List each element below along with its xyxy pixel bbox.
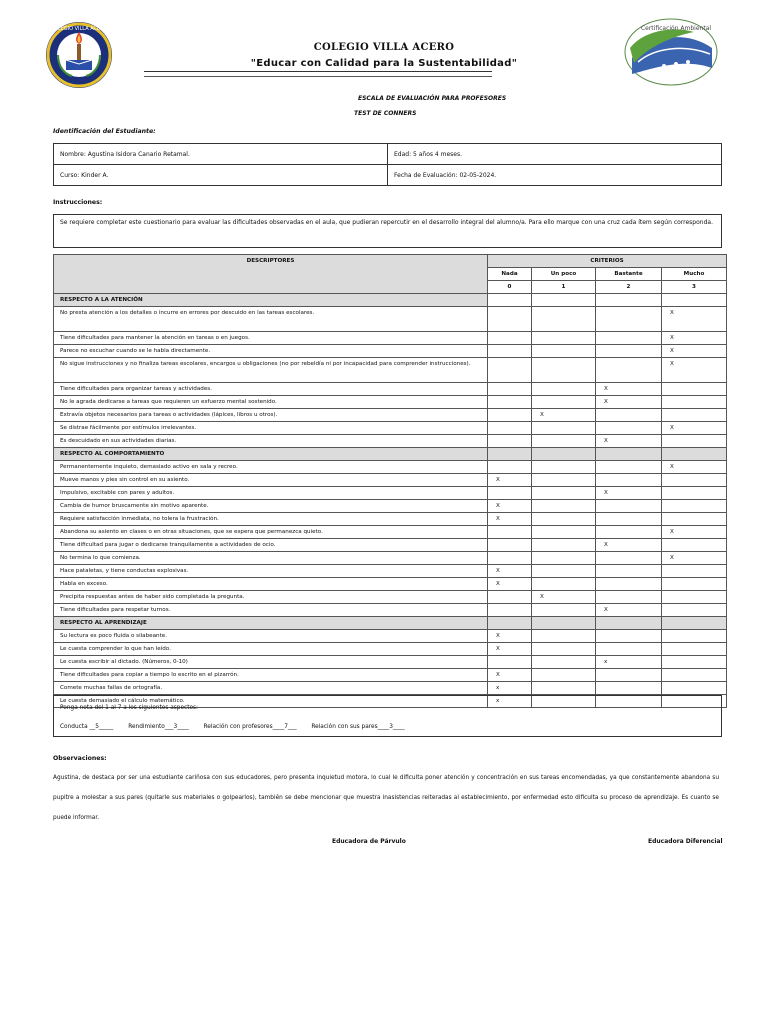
criteria-mark — [596, 552, 662, 565]
criteria-mark — [662, 539, 727, 552]
criteria-mark — [488, 383, 532, 396]
criteria-mark: X — [662, 332, 727, 345]
observations-label: Observaciones: — [53, 755, 107, 762]
section-empty-cell — [662, 294, 727, 307]
criteria-mark — [488, 422, 532, 435]
descriptor-text: Parece no escuchar cuando se le habla directamente. — [54, 345, 488, 358]
criteria-mark — [596, 358, 662, 383]
observations-text: Agustina, de destaca por ser una estudiante cariñosa con sus educadores, pero presenta inquietud motora, lo cual le dificulta poner atención y concentración en sus tareas encomendadas, ya que constantemente abandona su pupitre a molestar a sus pares (quitarle sus materiales o golpearlos), también se debe mencionar que muestra inasistencias reiteradas al establecimiento, por enfermedad esto dificulta su proceso de aprendizaje. Es cuanto se puede informar. — [53, 775, 719, 821]
criteria-label: Bastante — [596, 268, 662, 281]
section-empty-cell — [596, 448, 662, 461]
table-row — [54, 422, 727, 435]
criteria-mark — [532, 487, 596, 500]
section-row — [54, 617, 727, 630]
descriptor-text: Habla en exceso. — [54, 578, 488, 591]
criteria-mark — [488, 487, 532, 500]
criteria-mark: x — [488, 695, 532, 708]
criteria-mark — [488, 409, 532, 422]
descriptor-text: Su lectura es poco fluida o silabeante. — [54, 630, 488, 643]
criteria-mark: X — [488, 578, 532, 591]
descriptor-text: No presta atención a los detalles o incurre en errores por descuido en las tareas escolares. — [54, 307, 488, 332]
criteria-mark — [596, 578, 662, 591]
criteria-mark — [596, 345, 662, 358]
table-row — [54, 513, 727, 526]
descriptor-text: Abandona su asiento en clases o en otras situaciones, que se espera que permanezca quieto. — [54, 526, 488, 539]
criteria-mark — [532, 578, 596, 591]
criteria-mark — [662, 604, 727, 617]
criteria-mark — [532, 358, 596, 383]
descriptor-text: Comete muchas fallas de ortografía. — [54, 682, 488, 695]
criteria-mark — [532, 552, 596, 565]
criteria-mark — [662, 682, 727, 695]
table-row — [54, 630, 727, 643]
table-row — [54, 669, 727, 682]
criteria-mark — [488, 435, 532, 448]
table-row — [54, 539, 727, 552]
student-name: Nombre: Agustina Isidora Canario Retamal. — [54, 144, 388, 165]
grades-title: Ponga nota del 1 al 7 a los siguientes aspectos: — [60, 705, 198, 711]
criteria-mark — [596, 332, 662, 345]
criteria-mark — [532, 669, 596, 682]
criteria-mark: X — [662, 526, 727, 539]
criteria-mark — [596, 409, 662, 422]
section-empty-cell — [662, 448, 727, 461]
criteria-mark — [596, 643, 662, 656]
table-row — [54, 682, 727, 695]
criteria-mark — [596, 630, 662, 643]
section-empty-cell — [488, 448, 532, 461]
criteria-mark: X — [596, 435, 662, 448]
criteria-mark — [596, 565, 662, 578]
criteria-mark — [532, 630, 596, 643]
table-row — [54, 565, 727, 578]
table-row — [54, 435, 727, 448]
criteria-mark — [488, 345, 532, 358]
section-title: RESPECTO AL APRENDIZAJE — [54, 617, 488, 630]
student-info-table — [53, 143, 722, 186]
criteria-mark — [662, 578, 727, 591]
descriptor-text: Se distrae fácilmente por estímulos irrelevantes. — [54, 422, 488, 435]
criteria-mark — [488, 604, 532, 617]
evaluation-table — [53, 254, 727, 708]
criteria-label: Mucho — [662, 268, 727, 281]
table-row — [54, 552, 727, 565]
criteria-mark — [662, 643, 727, 656]
descriptor-text: Precipita respuestas antes de haber sido completada la pregunta. — [54, 591, 488, 604]
criteria-mark: X — [596, 539, 662, 552]
criteria-mark — [532, 539, 596, 552]
criteria-mark: X — [662, 461, 727, 474]
criteria-mark — [662, 669, 727, 682]
criteria-mark: X — [488, 565, 532, 578]
criteria-mark — [532, 396, 596, 409]
table-row — [54, 656, 727, 669]
section-empty-cell — [532, 617, 596, 630]
descriptor-text: Le cuesta escribir al dictado. (Números, 0-10) — [54, 656, 488, 669]
descriptor-text: Impulsivo, excitable con pares y adultos. — [54, 487, 488, 500]
school-name: COLEGIO VILLA ACERO — [313, 42, 455, 53]
school-logo-text: COLEGIO VILLA ACERO — [50, 26, 108, 32]
student-age: Edad: 5 años 4 meses. — [388, 144, 722, 165]
criteria-mark: x — [488, 682, 532, 695]
criteria-label: Nada — [488, 268, 532, 281]
section-empty-cell — [596, 617, 662, 630]
criteria-mark: X — [596, 604, 662, 617]
criteria-mark — [532, 474, 596, 487]
table-row — [54, 358, 727, 383]
descriptor-text: Tiene dificultades para respetar turnos. — [54, 604, 488, 617]
criteria-mark — [532, 383, 596, 396]
criteria-mark — [488, 461, 532, 474]
criteria-mark: x — [596, 656, 662, 669]
header-divider-thin — [144, 76, 492, 77]
criterios-header: CRITERIOS — [488, 255, 727, 268]
criteria-mark — [596, 526, 662, 539]
criteria-mark — [532, 461, 596, 474]
criteria-mark: X — [596, 487, 662, 500]
criteria-mark — [532, 565, 596, 578]
descriptor-text: Permanentemente inquieto, demasiado activo en sala y recreo. — [54, 461, 488, 474]
section-empty-cell — [662, 617, 727, 630]
criteria-mark: X — [488, 474, 532, 487]
criteria-mark — [532, 345, 596, 358]
descriptor-text: Le cuesta comprender lo que han leído. — [54, 643, 488, 656]
table-header-row — [54, 255, 727, 268]
criteria-mark — [532, 513, 596, 526]
criteria-mark — [596, 307, 662, 332]
descriptor-text: Tiene dificultades para copiar a tiempo lo escrito en el pizarrón. — [54, 669, 488, 682]
table-row — [54, 345, 727, 358]
school-motto: "Educar con Calidad para la Sustentabilidad" — [250, 58, 518, 69]
criteria-mark — [662, 656, 727, 669]
criteria-mark — [596, 513, 662, 526]
document-subtitle: TEST DE CONNERS — [354, 110, 417, 117]
criteria-mark — [532, 682, 596, 695]
section-row — [54, 294, 727, 307]
table-row — [54, 578, 727, 591]
descriptor-text: Hace pataletas, y tiene conductas explosivas. — [54, 565, 488, 578]
criteria-mark — [532, 604, 596, 617]
criteria-mark — [532, 500, 596, 513]
criteria-mark — [488, 591, 532, 604]
table-row — [54, 526, 727, 539]
criteria-mark — [532, 332, 596, 345]
criteria-mark — [662, 591, 727, 604]
criteria-mark: X — [488, 669, 532, 682]
criteria-mark: X — [488, 513, 532, 526]
section-title: RESPECTO A LA ATENCIÓN — [54, 294, 488, 307]
criteria-mark: X — [662, 345, 727, 358]
descriptor-text: Tiene dificultad para jugar o dedicarse tranquilamente a actividades de ocio. — [54, 539, 488, 552]
evaluation-date: Fecha de Evaluación: 02-05-2024. — [388, 165, 722, 186]
criteria-mark — [488, 332, 532, 345]
descriptor-text: Tiene dificultades para mantener la atención en tareas o en juegos. — [54, 332, 488, 345]
criteria-mark — [662, 435, 727, 448]
criteria-mark — [488, 526, 532, 539]
criteria-mark — [662, 513, 727, 526]
criteria-mark: X — [532, 591, 596, 604]
criteria-mark — [662, 487, 727, 500]
table-row — [54, 332, 727, 345]
descriptor-text: Es descuidado en sus actividades diarias. — [54, 435, 488, 448]
instructions-label: Instrucciones: — [53, 199, 103, 206]
criteria-label: Un poco — [532, 268, 596, 281]
criteria-mark — [662, 565, 727, 578]
criteria-mark: X — [488, 643, 532, 656]
table-row — [54, 487, 727, 500]
criteria-mark — [662, 396, 727, 409]
descriptor-text: No le agrada dedicarse a tareas que requieren un esfuerzo mental sostenido. — [54, 396, 488, 409]
table-row — [54, 409, 727, 422]
criteria-mark — [488, 396, 532, 409]
criteria-mark — [532, 422, 596, 435]
criteria-mark: X — [488, 630, 532, 643]
criteria-mark — [662, 500, 727, 513]
table-row — [54, 307, 727, 332]
criteria-score: 1 — [532, 281, 596, 294]
table-row — [54, 604, 727, 617]
instructions-text: Se requiere completar este cuestionario para evaluar las dificultades observadas en el aula, que pudieran repercutir en el desarrollo integral del alumno/a. Para ello marque con una cruz cada ítem según corresponda. — [53, 214, 722, 248]
table-row — [54, 383, 727, 396]
section-empty-cell — [532, 294, 596, 307]
table-row — [54, 500, 727, 513]
criteria-mark — [488, 539, 532, 552]
descriptor-text: Le cuesta demasiado el cálculo matemático. — [54, 695, 488, 708]
descriptores-header: DESCRIPTORES — [54, 255, 488, 294]
criteria-mark — [532, 435, 596, 448]
criteria-mark: X — [662, 358, 727, 383]
criteria-mark — [488, 656, 532, 669]
identification-label: Identificación del Estudiante: — [53, 128, 156, 135]
criteria-mark — [662, 383, 727, 396]
criteria-mark — [532, 643, 596, 656]
table-row — [54, 461, 727, 474]
descriptor-text: Tiene dificultades para organizar tareas y actividades. — [54, 383, 488, 396]
criteria-mark: X — [662, 422, 727, 435]
descriptor-text: No termina lo que comienza. — [54, 552, 488, 565]
section-empty-cell — [488, 617, 532, 630]
criteria-mark: X — [662, 307, 727, 332]
table-row — [54, 396, 727, 409]
criteria-mark — [596, 461, 662, 474]
criteria-mark — [596, 682, 662, 695]
criteria-mark: X — [488, 500, 532, 513]
criteria-mark — [662, 474, 727, 487]
grades-line: Conducta __5_____ Rendimiento___3____ Relación con profesores____7___ Relación con sus pares____3____ — [60, 724, 405, 730]
descriptor-text: Mueve manos y pies sin control en su asiento. — [54, 474, 488, 487]
descriptor-text: Cambia de humor bruscamente sin motivo aparente. — [54, 500, 488, 513]
section-empty-cell — [532, 448, 596, 461]
criteria-mark — [488, 307, 532, 332]
criteria-mark — [532, 656, 596, 669]
descriptor-text: No sigue instrucciones y no finaliza tareas escolares, encargos u obligaciones (no por rebeldía ni por incapacidad para comprender instrucciones). — [54, 358, 488, 383]
criteria-mark — [532, 307, 596, 332]
criteria-mark — [596, 422, 662, 435]
document-title: ESCALA DE EVALUACIÓN PARA PROFESORES — [358, 95, 507, 102]
signature-diferencial: Educadora Diferencial — [648, 838, 723, 845]
criteria-mark — [596, 474, 662, 487]
criteria-score: 0 — [488, 281, 532, 294]
criteria-mark: X — [532, 409, 596, 422]
criteria-mark: X — [596, 383, 662, 396]
descriptor-text: Requiere satisfacción inmediata, no tolera la frustración. — [54, 513, 488, 526]
section-empty-cell — [488, 294, 532, 307]
section-empty-cell — [596, 294, 662, 307]
criteria-mark — [488, 358, 532, 383]
signature-parvulo: Educadora de Párvulo — [332, 838, 406, 845]
criteria-mark — [662, 409, 727, 422]
school-logo — [44, 20, 114, 90]
criteria-mark — [488, 552, 532, 565]
criteria-score: 3 — [662, 281, 727, 294]
criteria-mark — [596, 669, 662, 682]
criteria-mark — [596, 591, 662, 604]
criteria-mark — [532, 526, 596, 539]
grades-box — [53, 695, 722, 737]
table-row — [54, 643, 727, 656]
criteria-mark: X — [596, 396, 662, 409]
student-course: Curso: Kinder A. — [54, 165, 388, 186]
certification-seal-text: Certificación Ambiental — [640, 25, 712, 32]
table-row — [54, 474, 727, 487]
section-title: RESPECTO AL COMPORTAMIENTO — [54, 448, 488, 461]
criteria-score: 2 — [596, 281, 662, 294]
criteria-mark — [662, 630, 727, 643]
table-row — [54, 591, 727, 604]
section-row — [54, 448, 727, 461]
descriptor-text: Extravía objetos necesarios para tareas o actividades (lápices, libros u otros). — [54, 409, 488, 422]
criteria-mark: X — [662, 552, 727, 565]
header-divider — [144, 71, 492, 72]
criteria-mark — [596, 500, 662, 513]
